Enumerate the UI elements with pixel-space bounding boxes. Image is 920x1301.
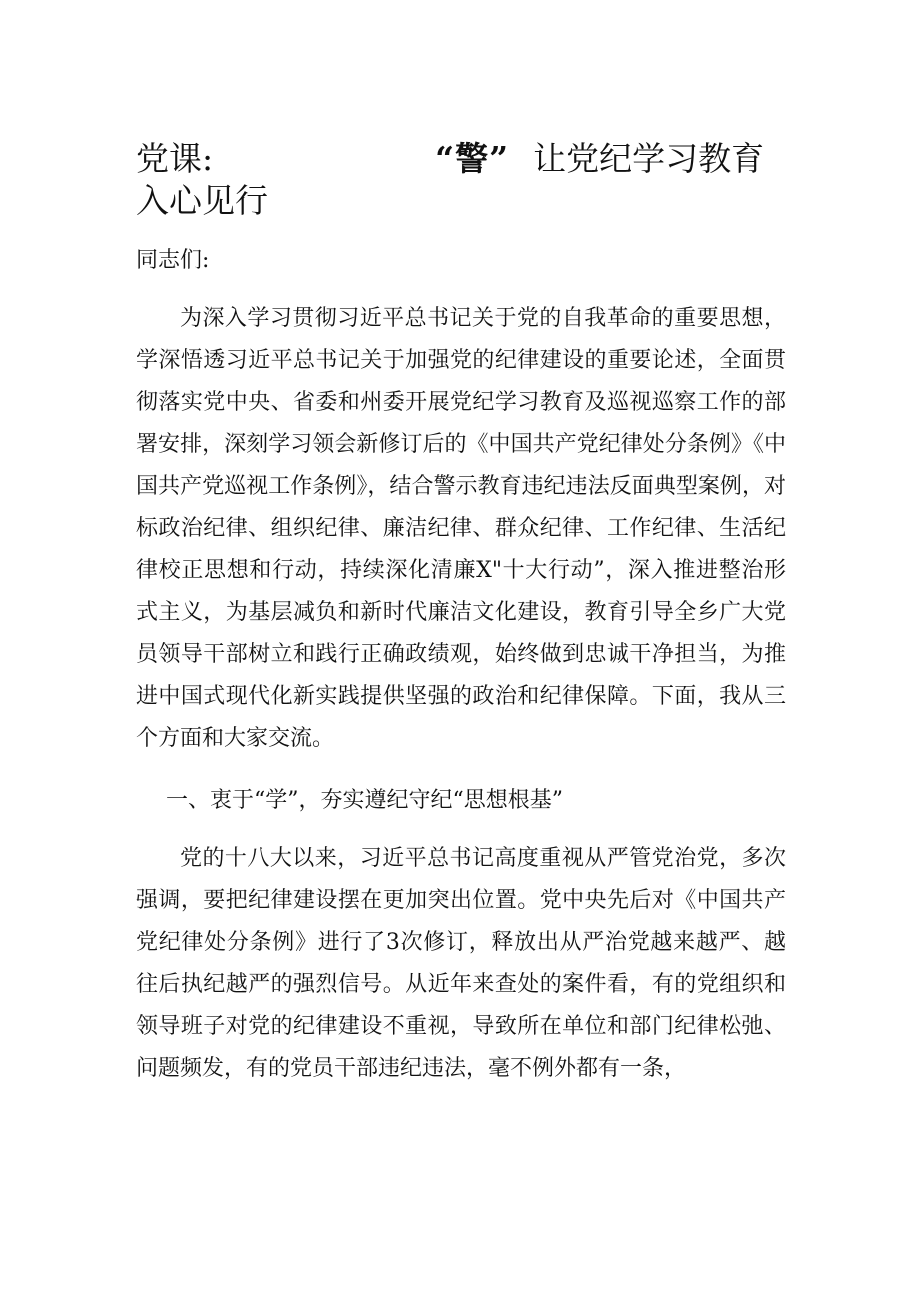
document-body xyxy=(136,240,786,1090)
document-title xyxy=(136,138,796,222)
section-heading-1: 一、衷于“学”，夯实遵纪守纪“思想根基” xyxy=(166,788,563,813)
title-prefix: 党课: xyxy=(136,139,214,178)
salutation: 同志们: xyxy=(136,248,210,273)
title-keyword: “警” xyxy=(435,139,510,178)
paragraph-section-1: 党的十八大以来，习近平总书记高度重视从严管党治党，多次强调，要把纪律建设摆在更加突出位置。党中央先后对《中国共产党纪律处分条例》进行了3次修订，释放出从严治党越来越严、越往后执纪越严的强烈信号。从近年来查处的案件看，有的党组织和领导班子对党的纪律建设不重视，导致所在单位和部门纪律松弛、问题频发，有的党员干部违纪违法，毫不例外都有一条， xyxy=(136,846,786,1081)
paragraph-intro: 为深入学习贯彻习近平总书记关于党的自我革命的重要思想，学深悟透习近平总书记关于加强党的纪律建设的重要论述，全面贯彻落实党中央、省委和州委开展党纪学习教育及巡视巡察工作的部署安排，深刻学习领会新修订后的《中国共产党纪律处分条例》《中国共产党巡视工作条例》，结合警示教育违纪违法反面典型案例，对标政治纪律、组织纪律、廉洁纪律、群众纪律、工作纪律、生活纪律校正思想和行动，持续深化清廉X"十大行动”，深入推进整治形式主义，为基层减负和新时代廉洁文化建设，教育引导全乡广大党员领导干部树立和践行正确政绩观，始终做到忠诚干净担当，为推进中国式现代化新实践提供坚强的政治和纪律保障。下面，我从三个方面和大家交流。 xyxy=(136,306,786,751)
title-suffix: 让党纪学习教育入心见行 xyxy=(136,139,765,220)
